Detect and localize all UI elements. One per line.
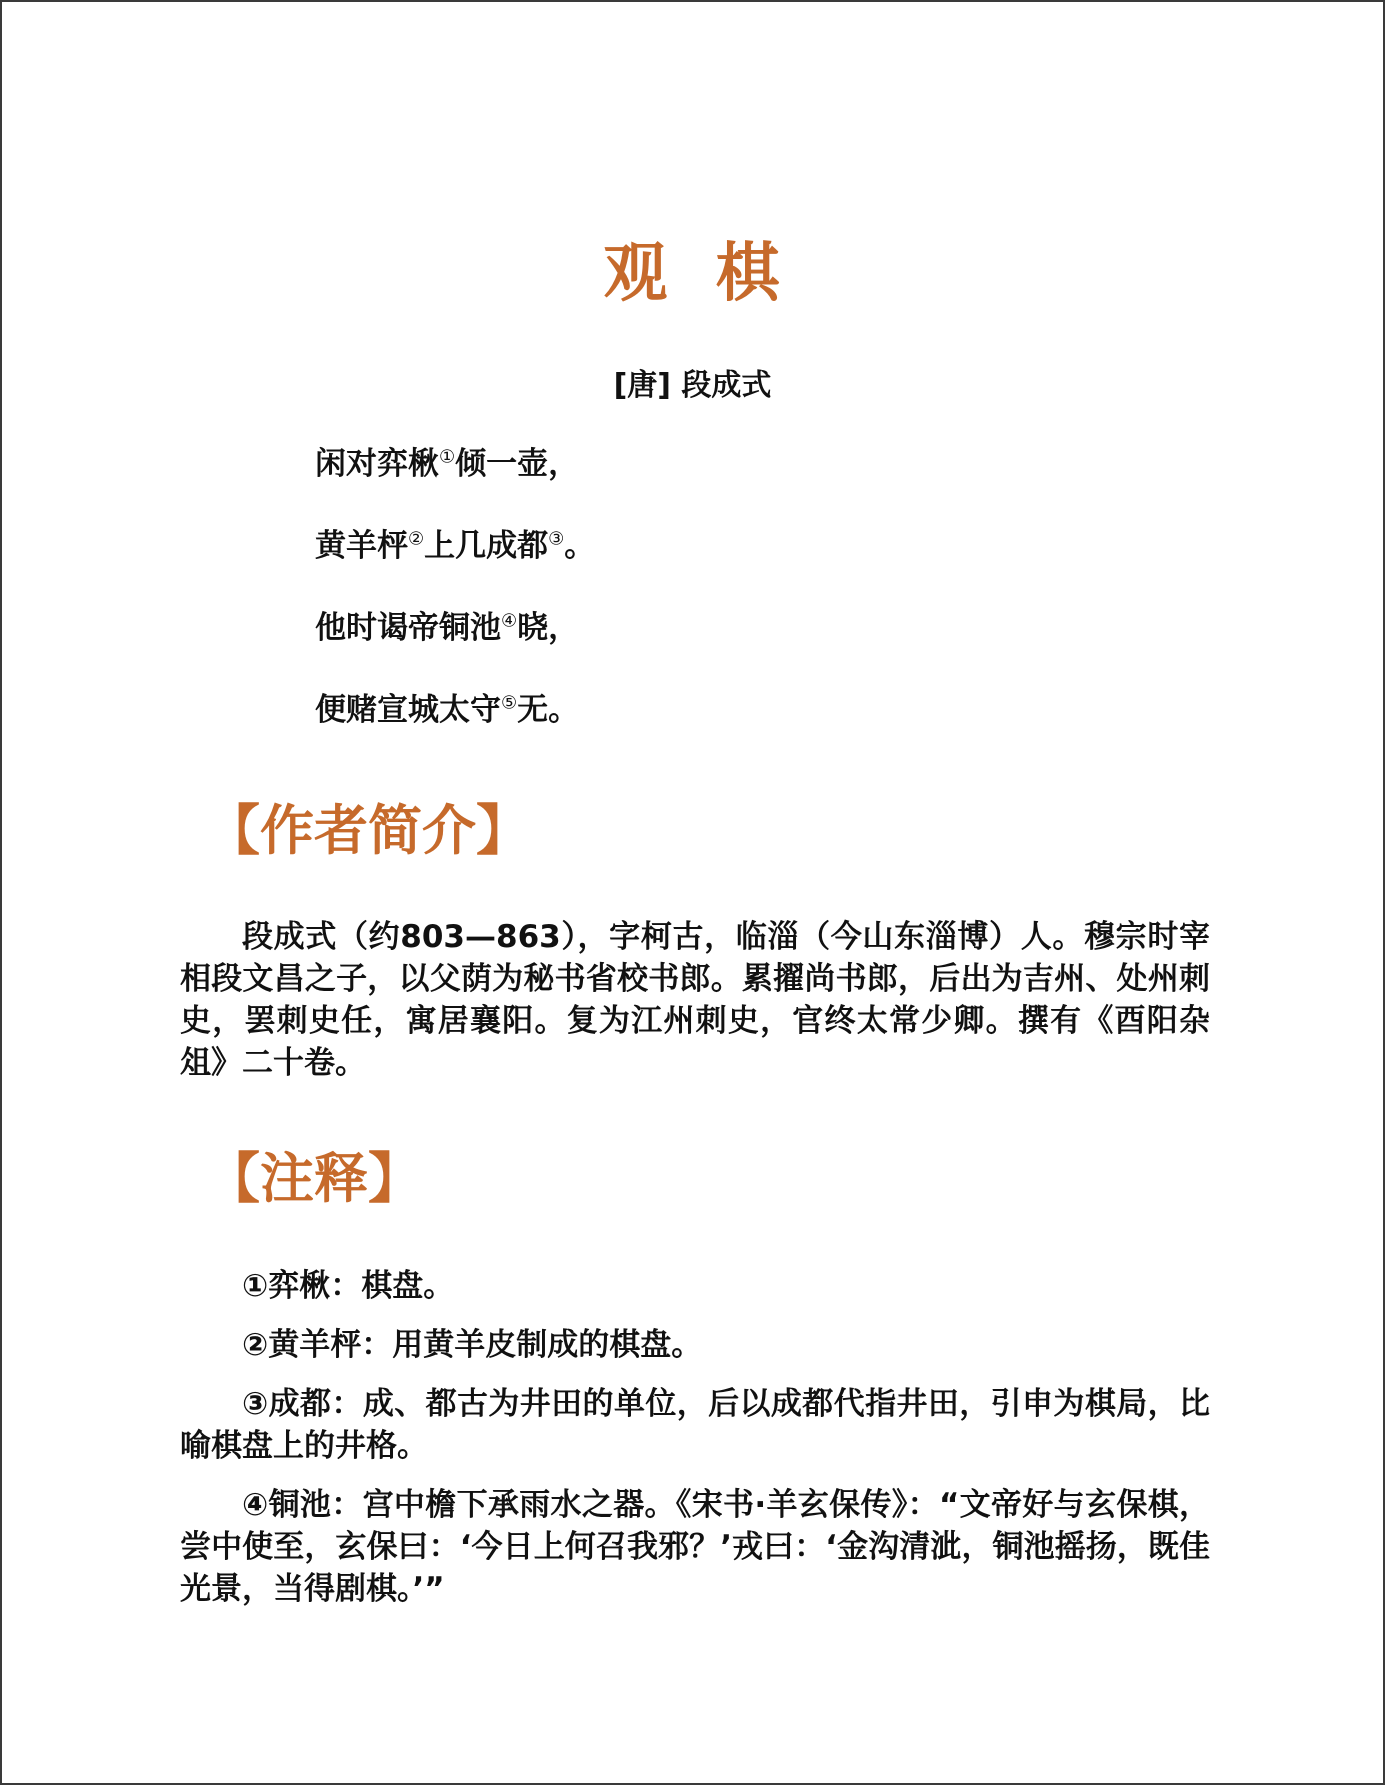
author-intro-paragraph: 段成式（约803—863），字柯古，临淄（今山东淄博）人。穆宗时宰相段文昌之子，以父荫为秘书省校书郎。累擢尚书郎，后出为吉州、处州刺史，罢刺史任，寓居襄阳。复为江州刺史，官终太常少卿。撰有《酉阳杂俎》二十卷。 <box>180 919 1210 1081</box>
poem-author: [唐] 段成式 <box>613 368 772 403</box>
note-item: ①弈楸：棋盘。 <box>242 1268 455 1304</box>
footnote-marker: ⑤ <box>501 692 518 714</box>
footnote-marker: ② <box>408 528 425 550</box>
poem-title-char-1: 观 <box>603 237 670 311</box>
note-item: ②黄羊枰：用黄羊皮制成的棋盘。 <box>242 1327 703 1363</box>
poem-body <box>315 444 595 772</box>
poem-title-char-2: 棋 <box>715 237 782 311</box>
note-item: ③成都：成、都古为井田的单位，后以成都代指井田，引申为棋局，比喻棋盘上的井格。 <box>180 1386 1210 1464</box>
poem-title <box>2 222 1383 314</box>
footnote-marker: ① <box>439 446 456 468</box>
notes-heading: 【注释】 <box>206 1147 422 1210</box>
poem-line-2: 黄羊枰②上几成都③。 <box>315 528 596 564</box>
poem-line-4: 便赌宣城太守⑤无。 <box>315 692 580 728</box>
footnote-marker: ④ <box>501 610 518 632</box>
poem-line-3: 他时谒帝铜池④晓， <box>315 610 580 646</box>
author-intro-heading: 【作者简介】 <box>206 799 530 862</box>
note-item: ④铜池：宫中檐下承雨水之器。《宋书·羊玄保传》：“文帝好与玄保棋，尝中使至，玄保曰：‘今日上何召我邪？’戎曰：‘金沟清泚，铜池摇扬，既佳光景，当得剧棋。’” <box>180 1487 1210 1607</box>
footnote-marker: ③ <box>548 528 565 550</box>
poem-line-1: 闲对弈楸①倾一壶， <box>315 446 580 482</box>
